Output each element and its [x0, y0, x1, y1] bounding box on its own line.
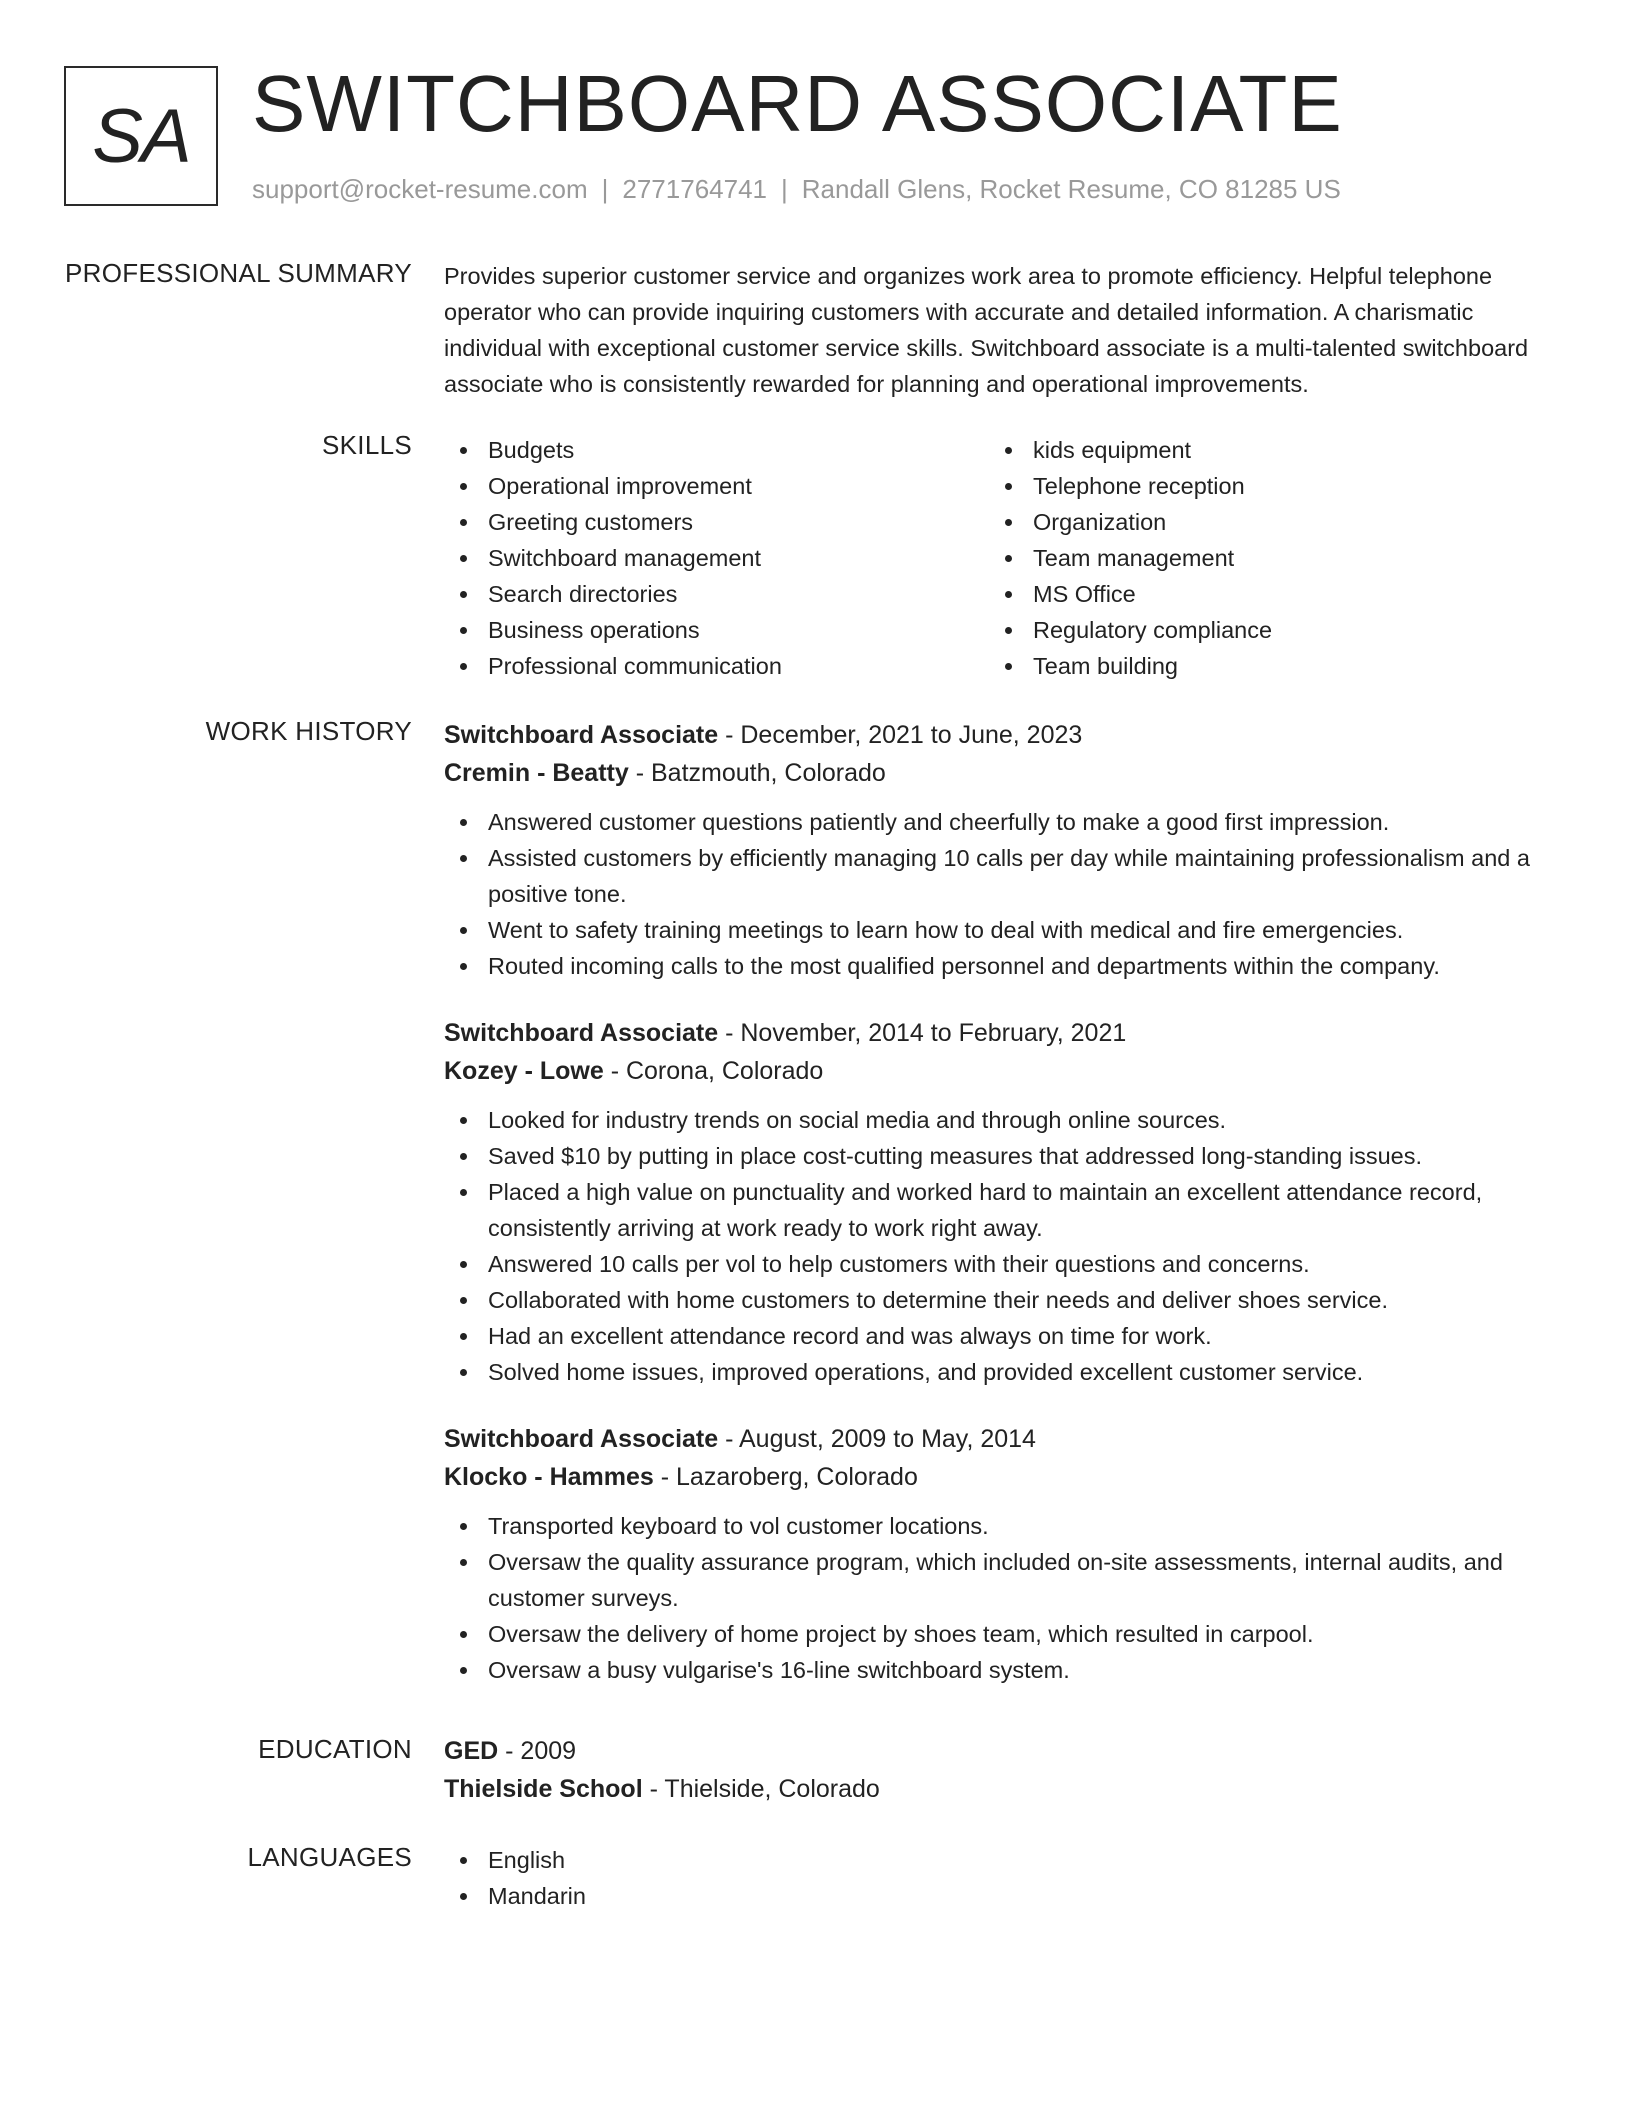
skill-item: Greeting customers [444, 504, 989, 540]
job-entry [444, 716, 1564, 984]
education-entry [444, 1732, 1564, 1808]
company-name: Klocko - Hammes [444, 1463, 654, 1491]
job-title: Switchboard Associate [444, 1019, 719, 1047]
contact-separator: | [601, 174, 609, 204]
contact-phone: 2771764741 [622, 174, 767, 204]
section-label-languages: LANGUAGES [247, 1842, 412, 1872]
company-name: Kozey - Lowe [444, 1057, 604, 1085]
education-year: - 2009 [505, 1737, 577, 1765]
job-dates: - August, 2009 to May, 2014 [725, 1425, 1036, 1453]
contact-separator: | [781, 174, 788, 204]
work-history [444, 716, 1564, 1718]
job-bullet: Oversaw the delivery of home project by shoes team, which resulted in carpool. [444, 1616, 1564, 1652]
job-bullet: Answered customer questions patiently and cheerfully to make a good first impression. [444, 804, 1564, 840]
education-degree: GED [444, 1737, 499, 1765]
job-company-line [444, 1052, 1564, 1090]
contact-address: Randall Glens, Rocket Resume, CO 81285 US [801, 174, 1341, 204]
monogram-box: SA [64, 66, 218, 206]
job-bullet: Oversaw the quality assurance program, which included on-site assessments, internal audits, and customer surveys. [444, 1544, 1564, 1616]
skill-item: Budgets [444, 432, 989, 468]
section-label-summary: PROFESSIONAL SUMMARY [65, 258, 412, 288]
job-title: Switchboard Associate [444, 1425, 719, 1453]
skills-column-left [444, 432, 989, 684]
skill-item: Team building [989, 648, 1534, 684]
job-title: Switchboard Associate [444, 721, 719, 749]
language-item: English [444, 1842, 1564, 1878]
job-company-line [444, 754, 1564, 792]
job-heading [444, 1014, 1564, 1052]
job-bullet: Answered 10 calls per vol to help customers with their questions and concerns. [444, 1246, 1564, 1282]
job-bullet: Transported keyboard to vol customer locations. [444, 1508, 1564, 1544]
skill-item: MS Office [989, 576, 1534, 612]
job-heading [444, 1420, 1564, 1458]
job-bullet: Solved home issues, improved operations, and provided excellent customer service. [444, 1354, 1564, 1390]
contact-line [252, 174, 1341, 205]
company-location: - Batzmouth, Colorado [635, 759, 886, 787]
section-label-skills: SKILLS [322, 430, 412, 460]
education-school-line [444, 1770, 1564, 1808]
company-name: Cremin - Beatty [444, 759, 629, 787]
skill-item: Operational improvement [444, 468, 989, 504]
job-dates: - November, 2014 to February, 2021 [725, 1019, 1127, 1047]
section-label-education: EDUCATION [258, 1734, 412, 1764]
languages-bullets [444, 1842, 1564, 1914]
job-bullet: Saved $10 by putting in place cost-cutting measures that addressed long-standing issues. [444, 1138, 1564, 1174]
job-bullet: Collaborated with home customers to determine their needs and deliver shoes service. [444, 1282, 1564, 1318]
resume-title: SWITCHBOARD ASSOCIATE [252, 59, 1343, 148]
skill-item: Professional communication [444, 648, 989, 684]
company-location: - Lazaroberg, Colorado [660, 1463, 918, 1491]
skill-item: Telephone reception [989, 468, 1534, 504]
job-bullets [444, 1102, 1564, 1390]
skills-column-right [989, 432, 1534, 684]
job-bullet: Routed incoming calls to the most qualified personnel and departments within the company. [444, 948, 1564, 984]
job-entry [444, 1420, 1564, 1688]
skill-item: Organization [989, 504, 1534, 540]
job-bullet: Assisted customers by efficiently managing 10 calls per day while maintaining professionalism and a positive tone. [444, 840, 1564, 912]
section-label-work: WORK HISTORY [205, 716, 412, 746]
education-degree-line [444, 1732, 1564, 1770]
skill-item: Regulatory compliance [989, 612, 1534, 648]
contact-email: support@rocket-resume.com [252, 174, 588, 204]
job-dates: - December, 2021 to June, 2023 [725, 721, 1083, 749]
skill-item: Business operations [444, 612, 989, 648]
job-bullet: Oversaw a busy vulgarise's 16-line switchboard system. [444, 1652, 1564, 1688]
job-bullets [444, 1508, 1564, 1688]
education-location: - Thielside, Colorado [649, 1775, 880, 1803]
job-company-line [444, 1458, 1564, 1496]
education-school: Thielside School [444, 1775, 643, 1803]
skills-list [444, 432, 1564, 684]
languages-list [444, 1842, 1564, 1914]
job-bullet: Placed a high value on punctuality and worked hard to maintain an excellent attendance record, consistently arriving at work ready to work right away. [444, 1174, 1564, 1246]
skill-item: kids equipment [989, 432, 1534, 468]
company-location: - Corona, Colorado [610, 1057, 824, 1085]
language-item: Mandarin [444, 1878, 1564, 1914]
job-bullet: Had an excellent attendance record and was always on time for work. [444, 1318, 1564, 1354]
job-bullet: Looked for industry trends on social media and through online sources. [444, 1102, 1564, 1138]
skill-item: Switchboard management [444, 540, 989, 576]
job-bullet: Went to safety training meetings to learn how to deal with medical and fire emergencies. [444, 912, 1564, 948]
skill-item: Team management [989, 540, 1534, 576]
skill-item: Search directories [444, 576, 989, 612]
job-entry [444, 1014, 1564, 1390]
summary-text: Provides superior customer service and organizes work area to promote efficiency. Helpful telephone operator who can provide inquiring customers with accurate and detailed information. A charismatic individual with exceptional customer service skills. Switchboard associate is a multi-talented switchboard associate who is consistently rewarded for planning and operational improvements. [444, 263, 1529, 397]
job-bullets [444, 804, 1564, 984]
job-heading [444, 716, 1564, 754]
